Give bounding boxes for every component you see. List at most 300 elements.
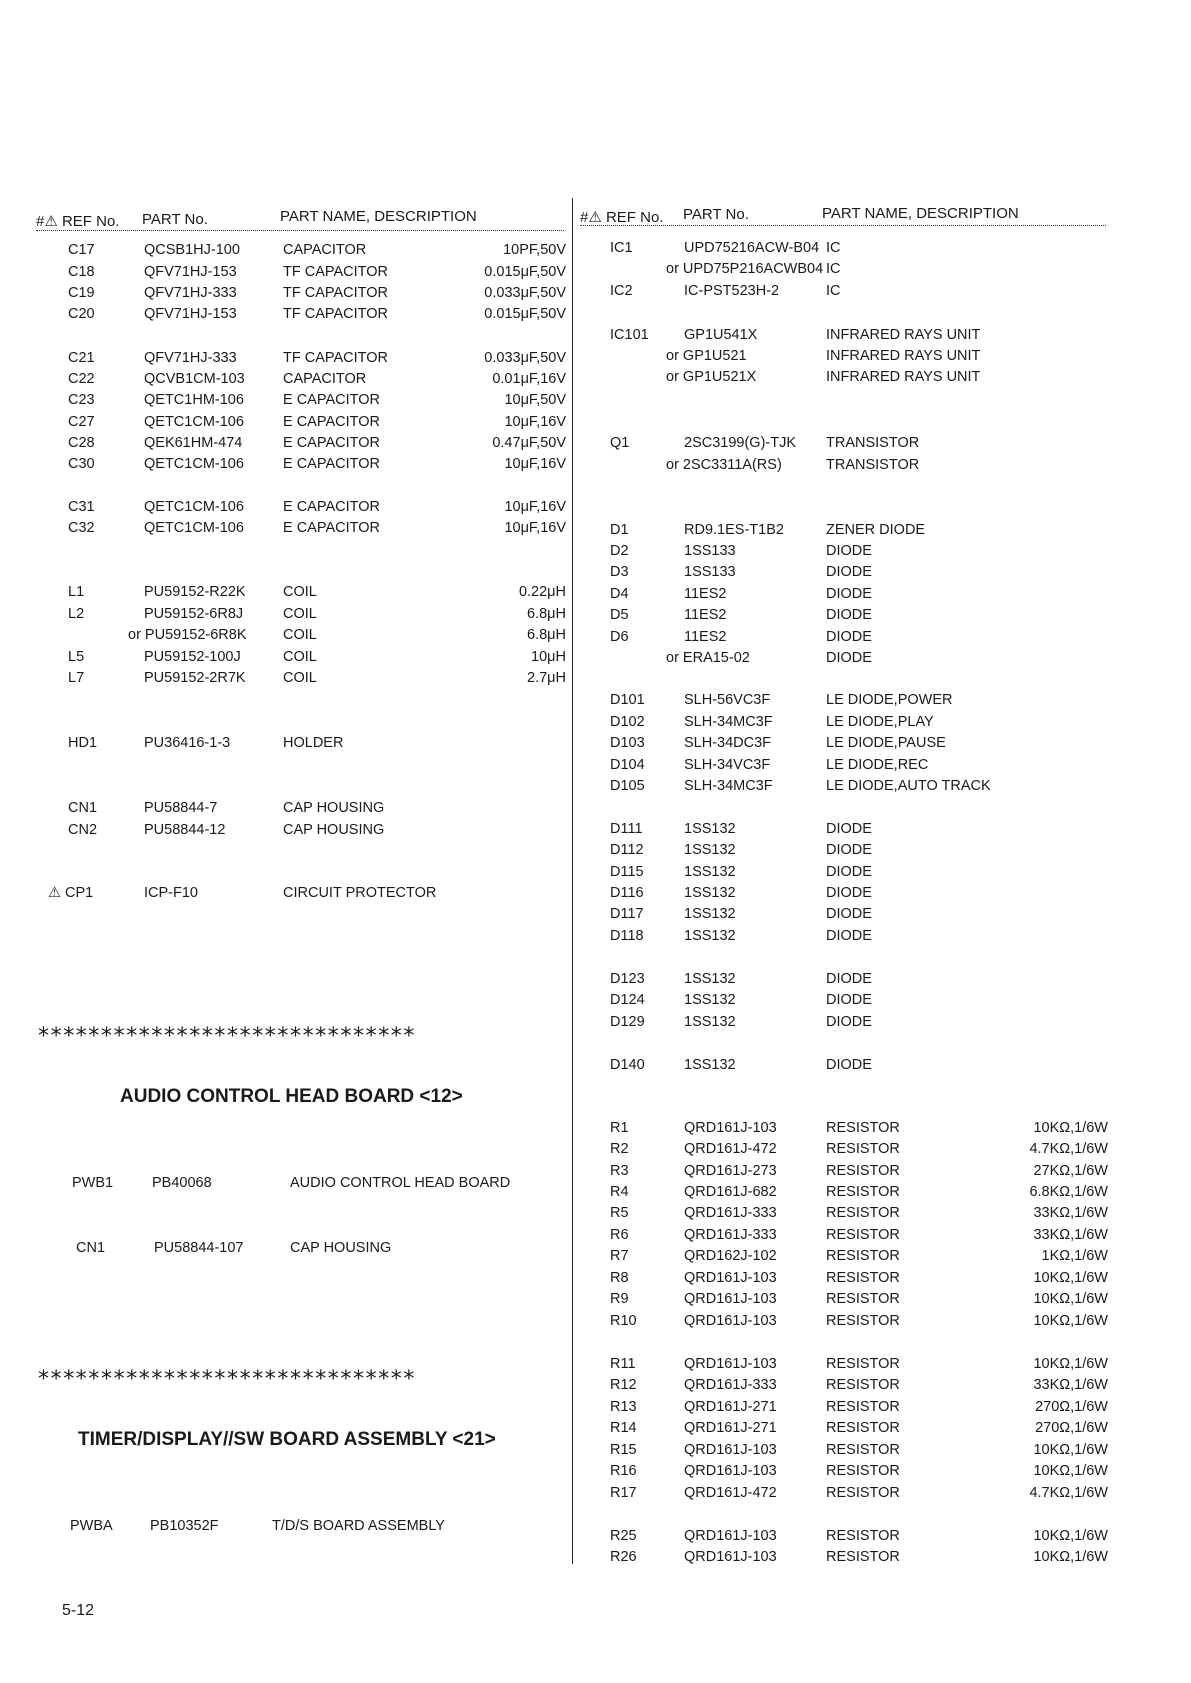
part-no-cell: QRD161J-273 — [684, 1163, 777, 1179]
table-row — [0, 1182, 1191, 1202]
value-cell: 270Ω,1/6W — [1035, 1420, 1108, 1436]
part-no-cell: 11ES2 — [684, 629, 727, 645]
table-row — [0, 1397, 1191, 1417]
table-row — [0, 712, 1191, 732]
part-name-cell: DIODE — [826, 821, 872, 837]
ref-cell: D1 — [610, 522, 629, 538]
table-row — [0, 690, 1191, 710]
table-row — [0, 1375, 1191, 1395]
part-name-cell: RESISTOR — [826, 1141, 900, 1157]
ref-cell: CN1 — [68, 800, 98, 816]
part-name-cell: E CAPACITOR — [283, 520, 380, 536]
value-cell: 10KΩ,1/6W — [1033, 1442, 1108, 1458]
part-no-cell: QRD161J-682 — [684, 1184, 777, 1200]
part-no-cell: IC-PST523H-2 — [684, 283, 780, 299]
part-name-cell: TF CAPACITOR — [283, 350, 388, 366]
value-cell: 33KΩ,1/6W — [1033, 1377, 1108, 1393]
part-name-cell: RESISTOR — [826, 1442, 900, 1458]
table-row — [0, 455, 1191, 475]
part-name-cell: CAP HOUSING — [283, 800, 385, 816]
table-row — [0, 1139, 1191, 1159]
part-name-cell: HOLDER — [283, 735, 344, 751]
ref-cell: C22 — [68, 371, 95, 387]
part-no-cell: SLH-34DC3F — [684, 735, 772, 751]
ref-cell: D101 — [610, 692, 645, 708]
table-row — [0, 1440, 1191, 1460]
part-no-cell: PU59152-R22K — [144, 584, 246, 600]
part-no-cell: QETC1CM-106 — [144, 456, 244, 472]
table-row — [0, 627, 1191, 647]
part-name-cell: RESISTOR — [826, 1184, 900, 1200]
part-name-cell: RESISTOR — [826, 1399, 900, 1415]
ref-cell: R10 — [610, 1313, 637, 1329]
part-no-cell: QRD161J-103 — [684, 1120, 777, 1136]
part-name-cell: RESISTOR — [826, 1205, 900, 1221]
ref-cell: IC1 — [610, 240, 633, 256]
ref-cell: R9 — [610, 1291, 629, 1307]
part-name-cell: INFRARED RAYS UNIT — [826, 348, 981, 364]
table-row — [0, 1203, 1191, 1223]
ref-cell: L2 — [68, 606, 85, 622]
ref-cell: R11 — [610, 1356, 636, 1372]
ref-cell: D103 — [610, 735, 645, 751]
value-cell: 1KΩ,1/6W — [1041, 1248, 1108, 1264]
part-no-cell: QRD161J-103 — [684, 1356, 777, 1372]
part-name-cell: TF CAPACITOR — [283, 285, 388, 301]
part-no-cell: PU59152-100J — [144, 649, 241, 665]
ref-cell: R16 — [610, 1463, 637, 1479]
part-name-cell: DIODE — [826, 864, 872, 880]
ref-cell: C32 — [68, 520, 95, 536]
ref-cell: HD1 — [68, 735, 98, 751]
part-name-cell: DIODE — [826, 543, 872, 559]
value-cell: 0.01μF,16V — [492, 371, 566, 387]
part-no-cell: PU59152-2R7K — [144, 670, 246, 686]
ref-cell: C23 — [68, 392, 95, 408]
part-name-cell: TF CAPACITOR — [283, 264, 388, 280]
part-name-cell: CAP HOUSING — [283, 822, 385, 838]
ref-cell: D118 — [610, 928, 644, 944]
part-name-cell: CIRCUIT PROTECTOR — [283, 885, 437, 901]
value-cell: 10μF,50V — [504, 392, 566, 408]
part-name-cell: RESISTOR — [826, 1420, 900, 1436]
part-no-cell: QRD161J-333 — [684, 1227, 777, 1243]
ref-cell: D102 — [610, 714, 645, 730]
table-row — [0, 1055, 1191, 1075]
ref-cell: D123 — [610, 971, 645, 987]
value-cell: 10KΩ,1/6W — [1033, 1356, 1108, 1372]
part-no-cell: 1SS132 — [684, 928, 736, 944]
part-name-cell: DIODE — [826, 842, 872, 858]
ref-cell: C30 — [68, 456, 95, 472]
table-row — [0, 520, 1191, 540]
part-no-cell: QRD161J-333 — [684, 1205, 777, 1221]
right-header-rule — [580, 225, 1106, 226]
part-name-cell: INFRARED RAYS UNIT — [826, 369, 981, 385]
part-name-cell: DIODE — [826, 586, 872, 602]
ref-cell: D104 — [610, 757, 645, 773]
left-header-ref: #⚠ REF No. — [36, 213, 120, 230]
ref-cell: CN2 — [68, 822, 98, 838]
part-no-cell: or UPD75P216ACWB04 — [666, 261, 824, 277]
ref-cell: D2 — [610, 543, 629, 559]
ref-cell: D3 — [610, 564, 629, 580]
ref-cell: R25 — [610, 1528, 637, 1544]
part-no-cell: SLH-34MC3F — [684, 778, 773, 794]
table-row — [0, 281, 1191, 301]
part-no-cell: 1SS133 — [684, 543, 736, 559]
part-no-cell: QRD161J-472 — [684, 1141, 777, 1157]
table-row — [0, 304, 1191, 324]
value-cell: 33KΩ,1/6W — [1033, 1205, 1108, 1221]
part-name-cell: DIODE — [826, 564, 872, 580]
table-row — [0, 1225, 1191, 1245]
part-no-cell: UPD75216ACW-B04 — [684, 240, 820, 256]
part-name-cell: COIL — [283, 606, 317, 622]
table-row — [0, 969, 1191, 989]
part-no-cell: QRD161J-103 — [684, 1549, 777, 1565]
ref-cell: C31 — [68, 499, 95, 515]
value-cell: 27KΩ,1/6W — [1033, 1163, 1108, 1179]
part-no-cell: QRD161J-103 — [684, 1442, 777, 1458]
part-no-cell: QRD161J-472 — [684, 1485, 777, 1501]
ref-cell: Q1 — [610, 435, 630, 451]
value-cell: 0.015μF,50V — [484, 264, 566, 280]
value-cell: 10KΩ,1/6W — [1033, 1549, 1108, 1565]
table-row — [0, 1268, 1191, 1288]
part-name-cell: E CAPACITOR — [283, 499, 380, 515]
value-cell: 0.033μF,50V — [484, 350, 566, 366]
ref-cell: R1 — [610, 1120, 629, 1136]
table-row — [0, 259, 1191, 279]
value-cell: 6.8KΩ,1/6W — [1029, 1184, 1108, 1200]
value-cell: 0.22μH — [518, 584, 566, 600]
value-cell: 10KΩ,1/6W — [1033, 1291, 1108, 1307]
part-name-cell: E CAPACITOR — [283, 392, 380, 408]
ref-cell: R26 — [610, 1549, 637, 1565]
part-no-cell: 11ES2 — [684, 586, 727, 602]
part-name-cell: COIL — [283, 670, 317, 686]
table-row — [0, 755, 1191, 775]
part-no-cell: QFV71HJ-153 — [144, 264, 237, 280]
part-no-cell: 1SS132 — [684, 1057, 736, 1073]
ref-cell: L1 — [68, 584, 85, 600]
left-header-rule — [36, 230, 564, 231]
value-cell: 0.47μF,50V — [492, 435, 566, 451]
part-no-cell: PU58844-107 — [154, 1240, 244, 1256]
ref-cell: R6 — [610, 1227, 629, 1243]
table-row — [0, 904, 1191, 924]
part-no-cell: QRD161J-103 — [684, 1528, 777, 1544]
part-no-cell: SLH-34VC3F — [684, 757, 771, 773]
part-no-cell: or GP1U521 — [666, 348, 747, 364]
value-cell: 10KΩ,1/6W — [1033, 1528, 1108, 1544]
part-no-cell: QRD161J-103 — [684, 1313, 777, 1329]
table-row — [0, 1483, 1191, 1503]
part-no-cell: QCSB1HJ-100 — [144, 242, 240, 258]
table-row — [0, 1418, 1191, 1438]
section-title-audio-control-head-board: AUDIO CONTROL HEAD BOARD <12> — [120, 1086, 463, 1107]
part-name-cell: RESISTOR — [826, 1356, 900, 1372]
part-no-cell: QRD161J-333 — [684, 1377, 777, 1393]
part-name-cell: T/D/S BOARD ASSEMBLY — [272, 1518, 445, 1534]
ref-cell: IC2 — [610, 283, 633, 299]
ref-cell: R4 — [610, 1184, 629, 1200]
part-name-cell: IC — [826, 240, 841, 256]
ref-cell: C28 — [68, 435, 95, 451]
part-name-cell: DIODE — [826, 928, 872, 944]
part-name-cell: LE DIODE,PAUSE — [826, 735, 946, 751]
part-name-cell: DIODE — [826, 992, 872, 1008]
left-header-part-no: PART No. — [142, 211, 208, 228]
part-no-cell: QETC1CM-106 — [144, 520, 244, 536]
ref-cell: R15 — [610, 1442, 637, 1458]
ref-cell: CN1 — [76, 1240, 106, 1256]
part-no-cell: QRD162J-102 — [684, 1248, 777, 1264]
table-row — [0, 840, 1191, 860]
separator-stars-1: ****************************** — [38, 1024, 416, 1049]
table-row — [0, 1354, 1191, 1374]
part-name-cell: E CAPACITOR — [283, 414, 380, 430]
table-row — [0, 776, 1191, 796]
part-name-cell: RESISTOR — [826, 1313, 900, 1329]
ref-cell: R12 — [610, 1377, 637, 1393]
ref-cell: R17 — [610, 1485, 637, 1501]
ref-cell: D129 — [610, 1014, 645, 1030]
part-no-cell: PB40068 — [152, 1175, 212, 1191]
part-name-cell: RESISTOR — [826, 1377, 900, 1393]
part-name-cell: ZENER DIODE — [826, 522, 926, 538]
value-cell: 10KΩ,1/6W — [1033, 1120, 1108, 1136]
table-row — [0, 367, 1191, 387]
ref-cell: D116 — [610, 885, 644, 901]
table-row — [0, 733, 1191, 753]
part-name-cell: TF CAPACITOR — [283, 306, 388, 322]
part-name-cell: AUDIO CONTROL HEAD BOARD — [290, 1175, 511, 1191]
part-name-cell: RESISTOR — [826, 1485, 900, 1501]
value-cell: 6.8μH — [527, 627, 566, 643]
ref-cell: D105 — [610, 778, 645, 794]
value-cell: 270Ω,1/6W — [1035, 1399, 1108, 1415]
ref-cell: D140 — [610, 1057, 645, 1073]
part-no-cell: or ERA15-02 — [666, 650, 750, 666]
part-name-cell: RESISTOR — [826, 1248, 900, 1264]
part-no-cell: 1SS132 — [684, 842, 736, 858]
part-no-cell: or PU59152-6R8K — [128, 627, 247, 643]
part-no-cell: QFV71HJ-333 — [144, 350, 237, 366]
value-cell: 10PF,50V — [503, 242, 566, 258]
part-name-cell: RESISTOR — [826, 1528, 900, 1544]
ref-cell: R14 — [610, 1420, 637, 1436]
part-name-cell: COIL — [283, 627, 317, 643]
ref-cell: R13 — [610, 1399, 637, 1415]
part-no-cell: 1SS132 — [684, 906, 736, 922]
part-no-cell: 1SS132 — [684, 885, 736, 901]
part-no-cell: PU59152-6R8J — [144, 606, 244, 622]
part-no-cell: 1SS132 — [684, 992, 736, 1008]
part-name-cell: TRANSISTOR — [826, 435, 920, 451]
value-cell: 33KΩ,1/6W — [1033, 1227, 1108, 1243]
part-name-cell: LE DIODE,PLAY — [826, 714, 934, 730]
ref-cell: C21 — [68, 350, 95, 366]
part-no-cell: 1SS132 — [684, 864, 736, 880]
table-row — [0, 1547, 1191, 1567]
table-row — [0, 433, 1191, 453]
part-name-cell: DIODE — [826, 629, 872, 645]
table-row — [0, 238, 1191, 258]
value-cell: 2.7μH — [527, 670, 566, 686]
section-title-timer-display-sw-board: TIMER/DISPLAY//SW BOARD ASSEMBLY <21> — [78, 1429, 496, 1450]
right-header-ref: #⚠ REF No. — [580, 209, 664, 226]
part-no-cell: 11ES2 — [684, 607, 727, 623]
table-row — [0, 819, 1191, 839]
right-header-part-no: PART No. — [683, 206, 749, 223]
part-no-cell: QCVB1CM-103 — [144, 371, 245, 387]
part-name-cell: DIODE — [826, 971, 872, 987]
part-name-cell: LE DIODE,AUTO TRACK — [826, 778, 991, 794]
ref-cell: C17 — [68, 242, 95, 258]
value-cell: 0.015μF,50V — [484, 306, 566, 322]
table-row — [0, 605, 1191, 625]
part-no-cell: PU58844-12 — [144, 822, 226, 838]
value-cell: 10μF,16V — [504, 456, 566, 472]
part-no-cell: QFV71HJ-333 — [144, 285, 237, 301]
part-no-cell: SLH-56VC3F — [684, 692, 771, 708]
table-row — [0, 584, 1191, 604]
part-name-cell: INFRARED RAYS UNIT — [826, 327, 981, 343]
part-name-cell: LE DIODE,POWER — [826, 692, 953, 708]
part-no-cell: QRD161J-271 — [684, 1399, 777, 1415]
part-name-cell: DIODE — [826, 650, 872, 666]
ref-cell: L5 — [68, 649, 85, 665]
ref-cell: D112 — [610, 842, 644, 858]
part-no-cell: RD9.1ES-T1B2 — [684, 522, 784, 538]
table-row — [0, 990, 1191, 1010]
part-no-cell: ICP-F10 — [144, 885, 198, 901]
table-row — [0, 346, 1191, 366]
part-name-cell: E CAPACITOR — [283, 435, 380, 451]
ref-cell: R8 — [610, 1270, 629, 1286]
part-name-cell: DIODE — [826, 607, 872, 623]
ref-cell: L7 — [68, 670, 85, 686]
part-no-cell: 1SS132 — [684, 971, 736, 987]
part-name-cell: COIL — [283, 649, 317, 665]
value-cell: 10μF,16V — [504, 499, 566, 515]
part-no-cell: or 2SC3311A(RS) — [666, 457, 782, 473]
part-no-cell: or GP1U521X — [666, 369, 757, 385]
part-name-cell: CAP HOUSING — [290, 1240, 392, 1256]
value-cell: 10KΩ,1/6W — [1033, 1313, 1108, 1329]
table-row — [0, 883, 1191, 903]
table-row — [0, 325, 1191, 345]
value-cell: 4.7KΩ,1/6W — [1029, 1141, 1108, 1157]
table-row — [0, 1161, 1191, 1181]
part-no-cell: QRD161J-103 — [684, 1270, 777, 1286]
part-name-cell: COIL — [283, 584, 317, 600]
ref-cell: R7 — [610, 1248, 629, 1264]
table-row — [0, 862, 1191, 882]
ref-cell: C27 — [68, 414, 95, 430]
part-name-cell: RESISTOR — [826, 1549, 900, 1565]
table-row — [0, 497, 1191, 517]
part-name-cell: CAPACITOR — [283, 371, 367, 387]
part-no-cell: 1SS133 — [684, 564, 736, 580]
part-no-cell: QEK61HM-474 — [144, 435, 243, 451]
value-cell: 10KΩ,1/6W — [1033, 1463, 1108, 1479]
ref-cell: C18 — [68, 264, 95, 280]
part-name-cell: RESISTOR — [826, 1163, 900, 1179]
ref-cell: D124 — [610, 992, 645, 1008]
table-row — [0, 1526, 1191, 1546]
part-name-cell: RESISTOR — [826, 1120, 900, 1136]
part-no-cell: QRD161J-271 — [684, 1420, 777, 1436]
table-row — [0, 541, 1191, 561]
ref-cell: R3 — [610, 1163, 629, 1179]
table-row — [0, 412, 1191, 432]
part-name-cell: LE DIODE,REC — [826, 757, 929, 773]
ref-cell: D6 — [610, 629, 629, 645]
table-row — [0, 390, 1191, 410]
table-row — [0, 562, 1191, 582]
part-name-cell: RESISTOR — [826, 1270, 900, 1286]
part-name-cell: DIODE — [826, 906, 872, 922]
ref-cell: D115 — [610, 864, 644, 880]
ref-cell: PWB1 — [72, 1175, 114, 1191]
table-row — [0, 668, 1191, 688]
part-no-cell: SLH-34MC3F — [684, 714, 773, 730]
ref-cell: ⚠ CP1 — [48, 885, 94, 901]
part-no-cell: 1SS132 — [684, 821, 736, 837]
part-no-cell: PB10352F — [150, 1518, 219, 1534]
part-no-cell: QRD161J-103 — [684, 1463, 777, 1479]
ref-cell: C20 — [68, 306, 95, 322]
left-header-part-name: PART NAME, DESCRIPTION — [280, 208, 477, 225]
ref-cell: PWBA — [70, 1518, 113, 1534]
table-row — [0, 1012, 1191, 1032]
value-cell: 10μH — [531, 649, 566, 665]
part-no-cell: QFV71HJ-153 — [144, 306, 237, 322]
part-name-cell: IC — [826, 261, 841, 277]
part-no-cell: PU58844-7 — [144, 800, 218, 816]
table-row — [0, 1461, 1191, 1481]
separator-stars-2: ****************************** — [38, 1367, 416, 1392]
part-no-cell: QETC1HM-106 — [144, 392, 244, 408]
table-row — [0, 1118, 1191, 1138]
table-row — [0, 648, 1191, 668]
ref-cell: D4 — [610, 586, 629, 602]
page-number: 5-12 — [62, 1602, 95, 1619]
part-no-cell: PU36416-1-3 — [144, 735, 231, 751]
part-no-cell: 2SC3199(G)-TJK — [684, 435, 797, 451]
right-header-part-name: PART NAME, DESCRIPTION — [822, 205, 1019, 222]
part-name-cell: E CAPACITOR — [283, 456, 380, 472]
part-no-cell: QRD161J-103 — [684, 1291, 777, 1307]
part-name-cell: RESISTOR — [826, 1463, 900, 1479]
part-name-cell: DIODE — [826, 1014, 872, 1030]
value-cell: 10KΩ,1/6W — [1033, 1270, 1108, 1286]
part-no-cell: QETC1CM-106 — [144, 499, 244, 515]
part-no-cell: 1SS132 — [684, 1014, 736, 1030]
ref-cell: C19 — [68, 285, 95, 301]
table-row — [0, 1311, 1191, 1331]
value-cell: 0.033μF,50V — [484, 285, 566, 301]
ref-cell: IC101 — [610, 327, 649, 343]
ref-cell: R5 — [610, 1205, 629, 1221]
ref-cell: D111 — [610, 821, 643, 837]
part-no-cell: QETC1CM-106 — [144, 414, 244, 430]
ref-cell: R2 — [610, 1141, 629, 1157]
ref-cell: D117 — [610, 906, 644, 922]
